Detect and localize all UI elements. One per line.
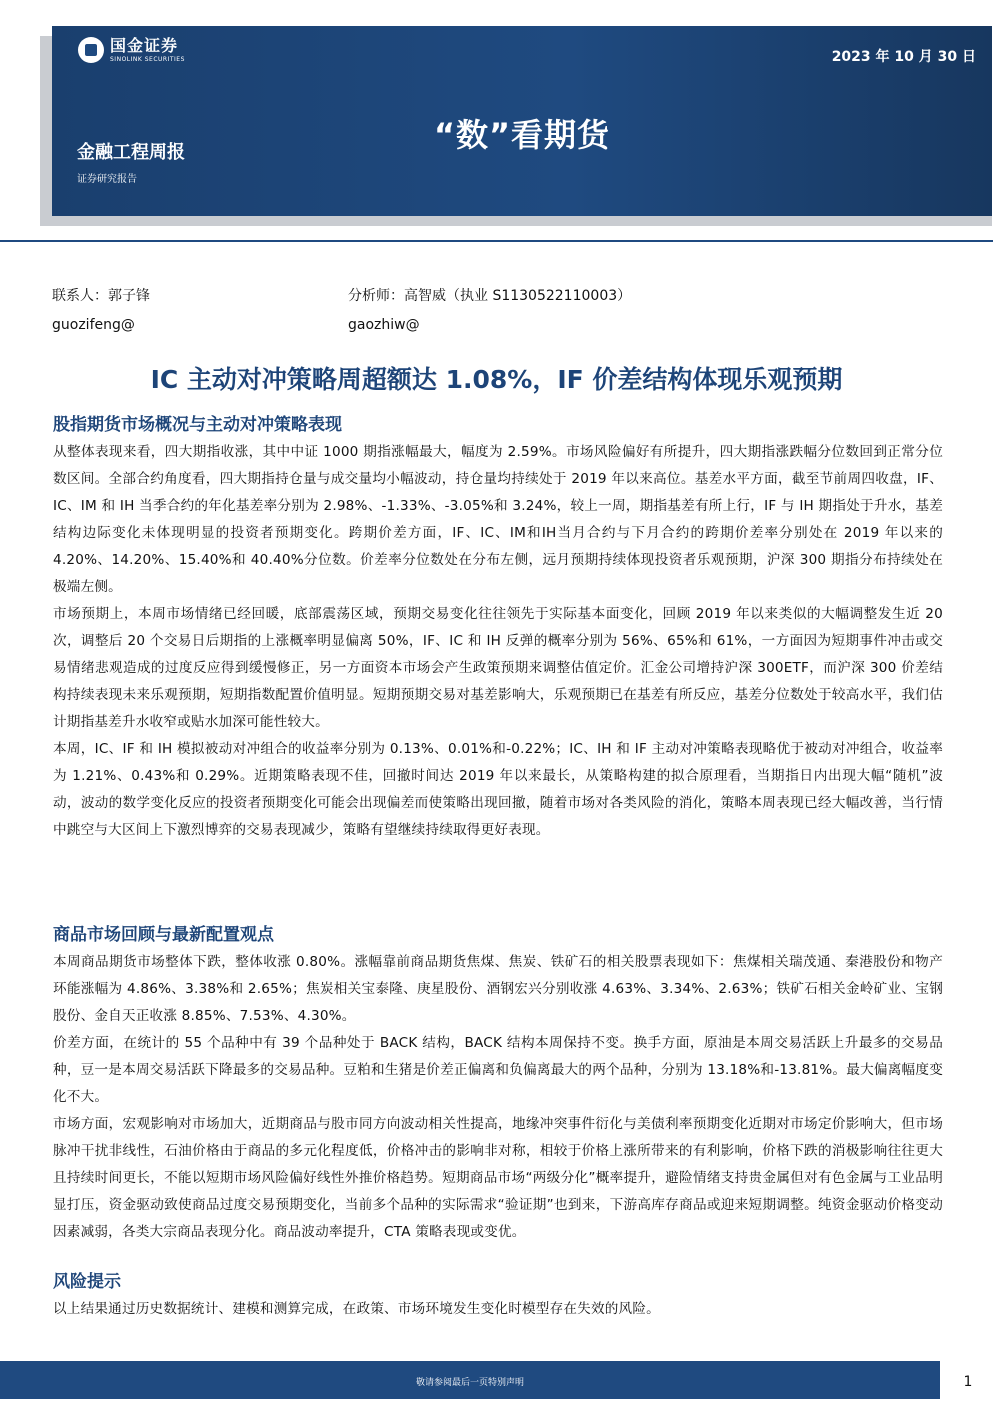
- logo-chinese-name: 国金证券: [110, 35, 179, 55]
- logo-icon: [78, 37, 104, 63]
- analyst-email[interactable]: gaozhiw@: [348, 317, 420, 333]
- report-title: “数”看期货: [433, 116, 611, 154]
- paragraph: 价差方面，在统计的 55 个品种中有 39 个品种处于 BACK 结构，BACK 结构本周保持不变。换手方面，原油是本周交易活跃上升最多的交易品种，豆一是本周交易活跃下降最多的交易品种。豆粕和生猪是价差正偏离和负偏离最大的两个品种，分别为 13.18%和-13.81%。最大偏离幅度变化不大。: [53, 1035, 943, 1105]
- report-headline: IC 主动对冲策略周超额达 1.08%，IF 价差结构体现乐观预期: [150, 365, 843, 394]
- report-subtype: 证券研究报告: [77, 174, 137, 185]
- section-heading: 商品市场回顾与最新配置观点: [53, 925, 274, 945]
- paragraph: 市场方面，宏观影响对市场加大，近期商品与股市同方向波动相关性提高，地缘冲突事件衍化与美债利率预期变化近期对市场定价影响大，但市场脉冲干扰非线性，石油价格由于商品的多元化程度低，价格冲击的影响非对称，相较于价格上涨所带来的有利影响，价格下跌的消极影响往往更大且持续时间更长，不能以短期市场风险偏好线性外推价格趋势。短期商品市场“两级分化”概率提升，避险情绪支持贵金属但对有色金属与工业品明显打压，资金驱动致使商品过度交易预期变化，当前多个品种的实际需求“验证期”也到来，下游高库存商品或迎来短期调整。纯资金驱动价格变动因素减弱，各类大宗商品表现分化。商品波动率提升，CTA 策略表现或变优。: [53, 1116, 943, 1240]
- paragraph: 从整体表现来看，四大期指收涨，其中中证 1000 期指涨幅最大，幅度为 2.59%。市场风险偏好有所提升，四大期指涨跌幅分位数回到正常分位数区间。全部合约角度看，四大期指持仓量与成交量均小幅波动，持仓量均持续处于 2019 年以来高位。基差水平方面，截至节前周四收盘，IF、IC、IM 和 IH 当季合约的年化基差率分别为 2.98%、-1.33%、-3.05%和 3.24%，较上一周，期指基差有所上行，IF 与 IH 期指处于升水，基差结构边际变化未体现明显的投资者预期变化。跨期价差方面，IF、IC、IM和IH当月合约与下月合约的跨期价差率分别处在 2019 年以来的 4.20%、14.20%、15.40%和 40.40%分位数。价差率分位数处在分布左侧，远月预期持续体现投资者乐观预期，沪深 300 期指分布持续处在极端左侧。: [53, 444, 943, 595]
- section-risk: [53, 1270, 943, 1323]
- paragraph: 市场预期上，本周市场情绪已经回暖，底部震荡区域，预期交易变化往往领先于实际基本面变化，回顾 2019 年以来类似的大幅调整发生近 20 次，调整后 20 个交易日后期指的上涨概率明显偏离 50%，IF、IC 和 IH 反弹的概率分别为 56%、65%和 61%，一方面因为短期事件冲击或交易情绪悲观造成的过度反应得到缓慢修正，另一方面资本市场会产生政策预期来调整估值定价。汇金公司增持沪深 300ETF，而沪深 300 价差结构持续表现未来乐观预期，短期指数配置价值明显。短期预期交易对基差影响大，乐观预期已在基差有所反应，基差分位数处于较高水平，我们估计期指基差升水收窄或贴水加深可能性较大。: [53, 606, 943, 730]
- contact-person: 联系人：郭子锋: [52, 288, 150, 304]
- report-type: 金融工程周报: [77, 142, 185, 163]
- footer-disclaimer-note: 敬请参阅最后一页特别声明: [415, 1378, 524, 1388]
- section-index-futures: [53, 413, 943, 844]
- company-logo: [78, 37, 185, 63]
- author-contacts: [52, 286, 631, 344]
- page-number: 1: [963, 1374, 973, 1390]
- paragraph: 本周商品期货市场整体下跌，整体收涨 0.80%。涨幅靠前商品期货焦煤、焦炭、铁矿石的相关股票表现如下：焦煤相关瑞茂通、秦港股份和物产环能涨幅为 4.86%、3.38%和 2.65%；焦炭相关宝泰隆、庚星股份、酒钢宏兴分别收涨 4.63%、3.34%、2.63%；铁矿石相关金岭矿业、宝钢股份、金自天正收涨 8.85%、7.53%、4.30%。: [53, 954, 943, 1024]
- logo-english-name: SINOLINK SECURITIES: [110, 55, 185, 63]
- analyst-person: 分析师：高智威（执业 S1130522110003）: [348, 288, 632, 304]
- paragraph: 本周，IC、IF 和 IH 模拟被动对冲组合的收益率分别为 0.13%、0.01%和-0.22%；IC、IH 和 IF 主动对冲策略表现略优于被动对冲组合，收益率为 1.21%、0.43%和 0.29%。近期策略表现不佳，回撤时间达 2019 年以来最长，从策略构建的拟合原理看，当期指日内出现大幅“随机”波动，波动的数学变化反应的投资者预期变化可能会出现偏差而使策略出现回撤，随着市场对各类风险的消化，策略本周表现已经大幅改善，当行情中跳空与大区间上下激烈博弈的交易表现减少，策略有望继续持续取得更好表现。: [53, 741, 943, 838]
- section-heading: 风险提示: [53, 1272, 121, 1292]
- header-divider: [0, 240, 993, 242]
- section-heading: 股指期货市场概况与主动对冲策略表现: [53, 415, 342, 435]
- report-date: 2023 年 10 月 30 日: [831, 49, 976, 65]
- contact-email[interactable]: guozifeng@: [52, 317, 135, 333]
- section-commodities: [53, 923, 943, 1246]
- paragraph: 以上结果通过历史数据统计、建模和测算完成，在政策、市场环境发生变化时模型存在失效的风险。: [53, 1301, 660, 1317]
- report-banner: [52, 26, 992, 216]
